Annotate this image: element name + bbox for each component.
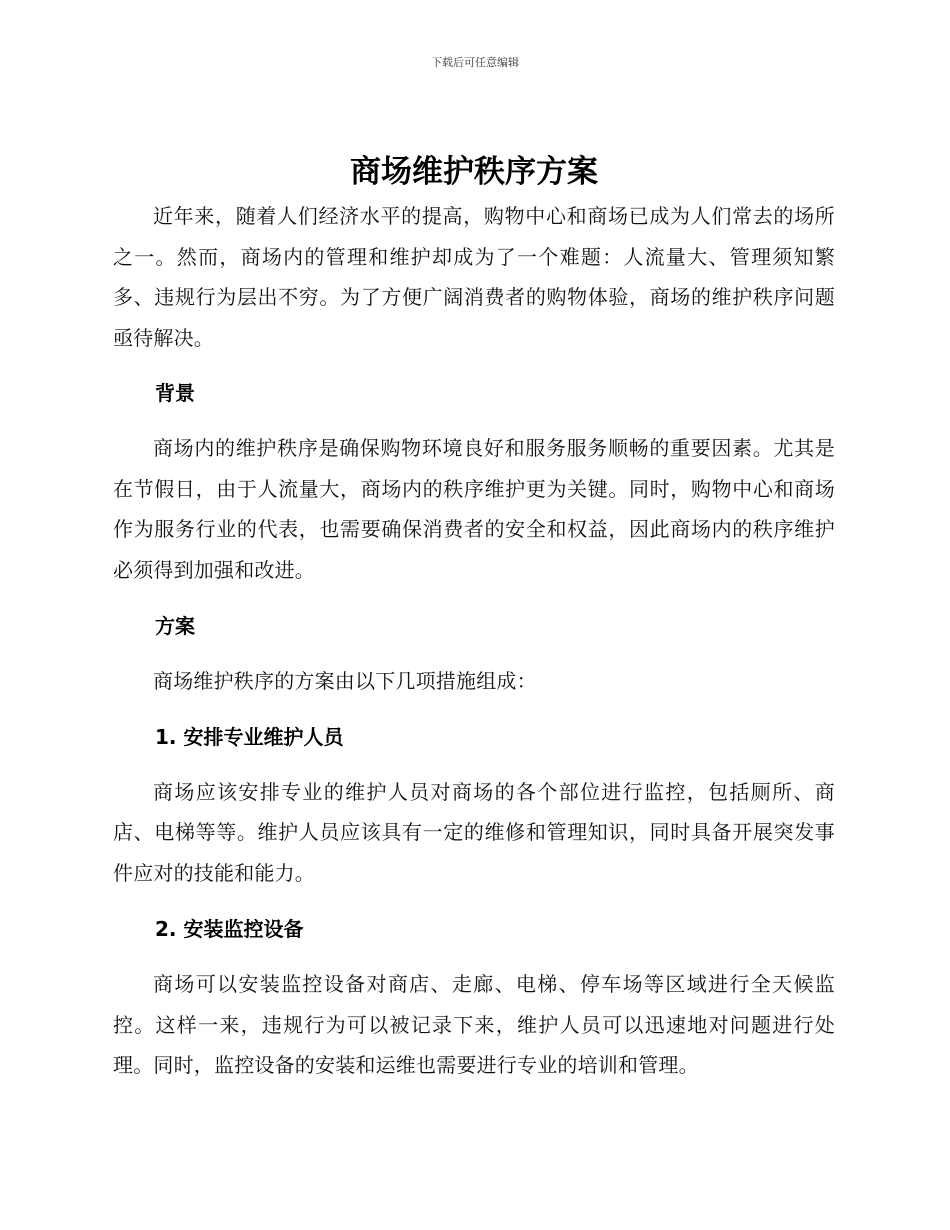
plan-paragraph: 商场维护秩序的方案由以下几项措施组成： (153, 669, 537, 693)
section-heading-background: 背景 (155, 381, 195, 405)
section-heading-plan: 方案 (155, 614, 195, 638)
document-body (113, 150, 835, 1086)
measure-paragraph-1: 商场应该安排专业的维护人员对商场的各个部位进行监控，包括厕所、商店、电梯等等。维护人员应该具有一定的维修和管理知识，同时具备开展突发事件应对的技能和能力。 (113, 779, 835, 885)
measure-heading-1: 1. 安排专业维护人员 (155, 724, 344, 749)
document-title: 商场维护秩序方案 (350, 154, 598, 190)
measure-heading-2: 2. 安装监控设备 (155, 917, 304, 941)
header-note: 下载后可任意编辑 (431, 56, 519, 69)
background-paragraph: 商场内的维护秩序是确保购物环境良好和服务服务顺畅的重要因素。尤其是在节假日，由于人流量大，商场内的秩序维护更为关键。同时，购物中心和商场作为服务行业的代表，也需要确保消费者的安全和权益，因此商场内的秩序维护必须得到加强和改进。 (113, 436, 835, 582)
measure-paragraph-2: 商场可以安装监控设备对商店、走廊、电梯、停车场等区域进行全天候监控。这样一来，违规行为可以被记录下来，维护人员可以迅速地对问题进行处理。同时，监控设备的安装和运维也需要进行专业的培训和管理。 (113, 972, 835, 1077)
intro-paragraph: 近年来，随着人们经济水平的提高，购物中心和商场已成为人们常去的场所之一。然而，商场内的管理和维护却成为了一个难题：人流量大、管理须知繁多、违规行为层出不穷。为了方便广阔消费者的购物体验，商场的维护秩序问题亟待解决。 (113, 204, 835, 350)
